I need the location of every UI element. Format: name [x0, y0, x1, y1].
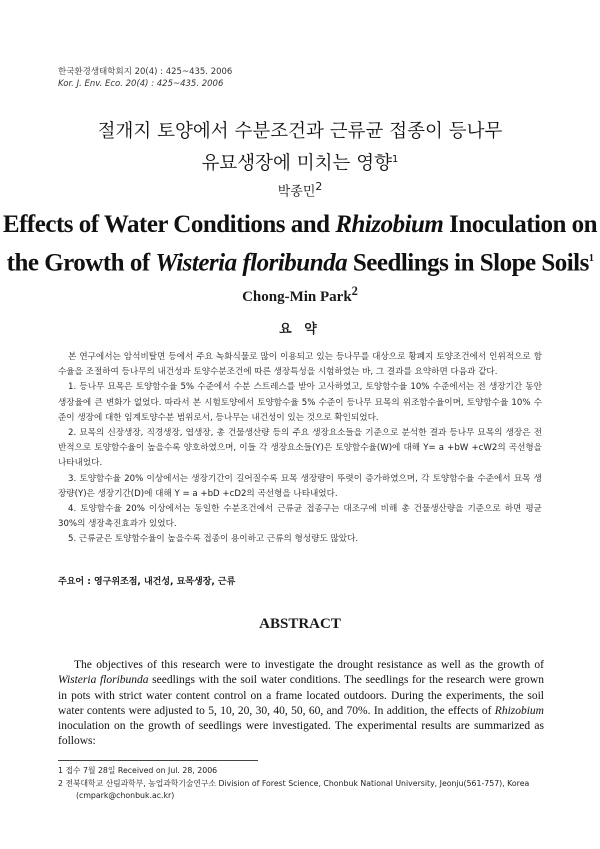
- korean-title-line1: 절개지 토양에서 수분조건과 근류균 접종이 등나무: [97, 121, 503, 142]
- keywords: 주요어 : 영구위조점, 내건성, 묘목생장, 근류: [58, 577, 236, 587]
- footnote-1: 1 접수 7월 28일 Received on Jul. 28, 2006: [58, 766, 218, 775]
- korean-abstract-intro: 본 연구에서는 암석비탈면 등에서 주요 녹화식물로 많이 이용되고 있는 등나무를 대상으로 황폐지 토양조건에서 인위적으로 함수율을 조절하여 등나무의 내건성과 토양수분조건에 따른 생장특성을 시험하였는 바, 그 결과를 요약하면 다음과 같다.: [58, 352, 542, 378]
- korean-abstract-item-3: 3. 토양함수율 20% 이상에서는 생장기간이 길어질수록 묘목 생장량이 뚜렷이 증가하였으며, 각 토양함수율 수준에서 묘목 생장량(Y)은 생장기간(D)에 대해 Y = a +bD +cD2의 곡선형을 나타내었다.: [58, 473, 542, 499]
- korean-abstract-item-5: 5. 근류균은 토양함수율이 높을수록 접종이 용이하고 근류의 형성량도 많았다.: [68, 534, 359, 545]
- footnote-2: [58, 778, 546, 801]
- journal-header-english: Kor. J. Env. Eco. 20(4) : 425~435. 2006: [58, 79, 224, 89]
- journal-header-korean: 한국환경생태학회지 20(4) : 425~435. 2006: [58, 67, 233, 77]
- english-title-line1: Effects of Water Conditions and Rhizobium Inoculation on: [2, 211, 598, 238]
- title-footnote-marker: 1: [392, 154, 399, 165]
- korean-author: 박종민$^2$: [277, 180, 323, 200]
- korean-abstract-heading: 요 약: [279, 322, 321, 337]
- journal-header: [58, 66, 232, 90]
- abstract-paragraph: The objectives of this research were to investigate the drought resistance as well as the growth of Wisteria floribunda seedlings with the soil water conditions. The seedlings for the research were grown in pots with strict water content control on a frame located outdoors. During the experiments, the soil water contents were adjusted to 5, 10, 20, 30, 40, 50, 60, and 70%. In addition, the effects of Rhizobium inoculation on the growth of seedlings were investigated. The experimental results are summarized as follows:: [58, 659, 544, 748]
- korean-abstract-item-2: 2. 묘목의 신장생장, 직경생장, 엽생장, 총 건물생산량 등의 주요 생장요소들을 기준으로 분석한 결과 등나무 묘목의 생장은 전반적으로 토양함수율이 높을수록 양호하였으며, 이들 각 생장요소들(Y)은 토양함수율(W)에 대해 Y= a +bW +cW2의 곡선형을 나타내었다.: [58, 428, 542, 469]
- abstract-body: [58, 658, 544, 750]
- english-author: Chong-Min Park$^2$: [242, 284, 358, 305]
- footnote-2-email: (cmpark@chonbuk.ac.kr): [76, 790, 175, 800]
- korean-abstract-body: [58, 350, 542, 548]
- abstract-heading: ABSTRACT: [259, 616, 341, 632]
- korean-abstract-item-1: 1. 등나무 묘목은 토양함수율 5% 수준에서 수분 스트레스를 받아 고사하였고, 토양함수율 10% 수준에서는 전 생장기간 동안 생장율에 큰 변화가 없었다. 따라서 본 시험토양에서 토양함수율 5% 수준이 등나무 묘목의 위조함수율이며, 토양함수율 10% 수준이 생장에 대한 임계토양수분 범위로서, 등나무는 내건성이 있는 것으로 확인되었다.: [58, 382, 542, 423]
- english-title: [0, 208, 600, 280]
- english-title-line2: the Growth of Wisteria floribunda Seedlings in Slope Soils$^1$: [6, 249, 594, 277]
- footnote-divider: [58, 760, 258, 761]
- korean-title-line2: 유묘생장에 미치는 영향$^1$: [201, 153, 399, 175]
- korean-abstract-item-4: 4. 토양함수율 20% 이상에서는 동일한 수분조건에서 근류균 접종구는 대조구에 비해 총 건물생산량을 기준으로 하면 평균 30%의 생장촉진효과가 있었다.: [58, 504, 542, 530]
- footnote-2-affiliation: 2 전북대학교 산림과학부, 농업과학기술연구소 Division of Forest Science, Chonbuk National University, Jeonju(561-757), Korea: [58, 779, 530, 788]
- korean-title: [0, 118, 600, 178]
